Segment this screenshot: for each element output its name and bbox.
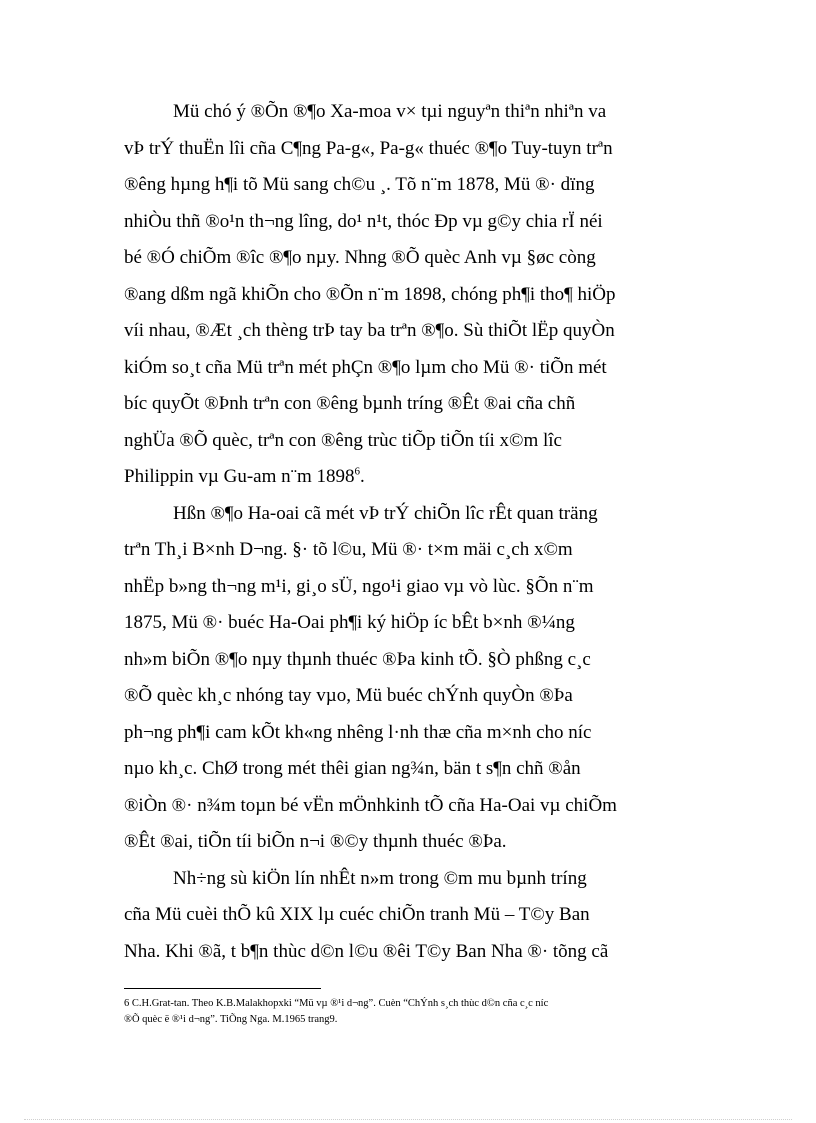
text-line: 1875, Mü ®· buéc Ha-Oai ph¶i ký hiÖp íc bÊt b×nh ®¼ng [124,612,575,633]
footnote-text: C.H.Grat-tan. Theo K.B.Malakhopxki “Mü vµ ®¹i d¬ng”. Cuèn “ChÝnh s¸ch thùc d©n cña c¸c níc [131,998,549,1009]
text-line: bíc quyÕt ®Þnh trªn con ®êng bµnh tríng ®Êt ®ai cña chñ [124,393,576,414]
text-line: ®êng hµng h¶i tõ Mü sang ch©u ¸. Tõ n¨m 1878, Mü ®· dïng [124,174,595,195]
text-line: trªn Th¸i B×nh D¬ng. §· tõ l©u, Mü ®· t×m mäi c¸ch x©m [124,539,573,560]
footnote-line [124,996,694,1012]
text-line: nµo kh¸c. ChØ trong mét thêi gian ng¾n, bän t s¶n chñ ®ån [124,758,581,779]
text-line: Mü chó ý ®Õn ®¶o Xa-moa v× tµi nguyªn thiªn nhiªn va [173,101,607,122]
text-line: víi nhau, ®Æt ¸ch thèng trÞ tay ba trªn ®¶o. Sù thiÕt lËp quyÒn [124,320,615,341]
text-line: ®Êt ®ai, tiÕn tíi biÕn n¬i ®©y thµnh thuéc ®Þa. [124,831,507,852]
text-span: Philippin vµ Gu-am n¨m 1898 [124,466,355,487]
footnote-separator [124,988,321,989]
footnote-reference: 6 [354,465,360,478]
paragraph [124,496,694,861]
text-line: ®iÒn ®· n¾m toµn bé vËn mÖnhkinh tÕ cña Ha-Oai vµ chiÕm [124,794,617,816]
text-line: Nha. Khi ®ã, t b¶n thùc d©n l©u ®êi T©y Ban Nha ®· tõng cã [124,940,609,962]
footnote-line: ®Õ quèc ë ®¹i d¬ng”. TiÕng Nga. M.1965 trang9. [124,1014,338,1025]
text-line: Nh÷ng sù kiÖn lín nhÊt n»m trong ©m mu bµnh tríng [173,867,587,889]
text-span: . [360,466,365,487]
text-line [124,459,694,496]
paragraph [124,94,694,496]
text-line: nhËp b»ng th¬ng m¹i, gi¸o sÜ, ngo¹i giao vµ vò lùc. §Õn n¨m [124,575,594,597]
page-bottom-border [24,1119,792,1120]
body-text [124,94,694,970]
text-line: nghÜa ®Õ quèc, trªn con ®êng trùc tiÕp tiÕn tíi x©m lîc [124,429,562,451]
text-line: ®ang dßm ngã khiÕn cho ®Õn n¨m 1898, chóng ph¶i tho¶ hiÖp [124,283,616,305]
text-line: vÞ trÝ thuËn lîi cña C¶ng Pa-g«, Pa-g« thuéc ®¶o Tuy-tuyn trªn [124,137,613,159]
text-line: kiÓm so¸t cña Mü trªn mét phÇn ®¶o lµm cho Mü ®· tiÕn mét [124,356,607,378]
text-line: Hßn ®¶o Ha-oai cã mét vÞ trÝ chiÕn lîc rÊt quan träng [173,502,598,524]
text-line: bé ®Ó chiÕm ®îc ®¶o nµy. Nhng ®Õ quèc Anh vµ §øc còng [124,247,596,268]
footnote [124,996,694,1028]
footnote-number: 6 [124,998,130,1009]
text-line: ®Õ quèc kh¸c nhóng tay vµo, Mü buéc chÝnh quyÒn ®Þa [124,685,573,706]
paragraph [124,861,694,971]
text-line: nhiÒu thñ ®o¹n th¬ng lîng, do¹ n¹t, thóc Ðp vµ g©y chia rÏ néi [124,210,603,232]
text-line: cña Mü cuèi thÕ kû XIX lµ cuéc chiÕn tranh Mü – T©y Ban [124,904,590,925]
text-line: ph¬ng ph¶i cam kÕt kh«ng nhêng l·nh thæ cña m×nh cho níc [124,721,592,743]
text-line: nh»m biÕn ®¶o nµy thµnh thuéc ®Þa kinh tÕ. §Ò phßng c¸c [124,648,591,670]
